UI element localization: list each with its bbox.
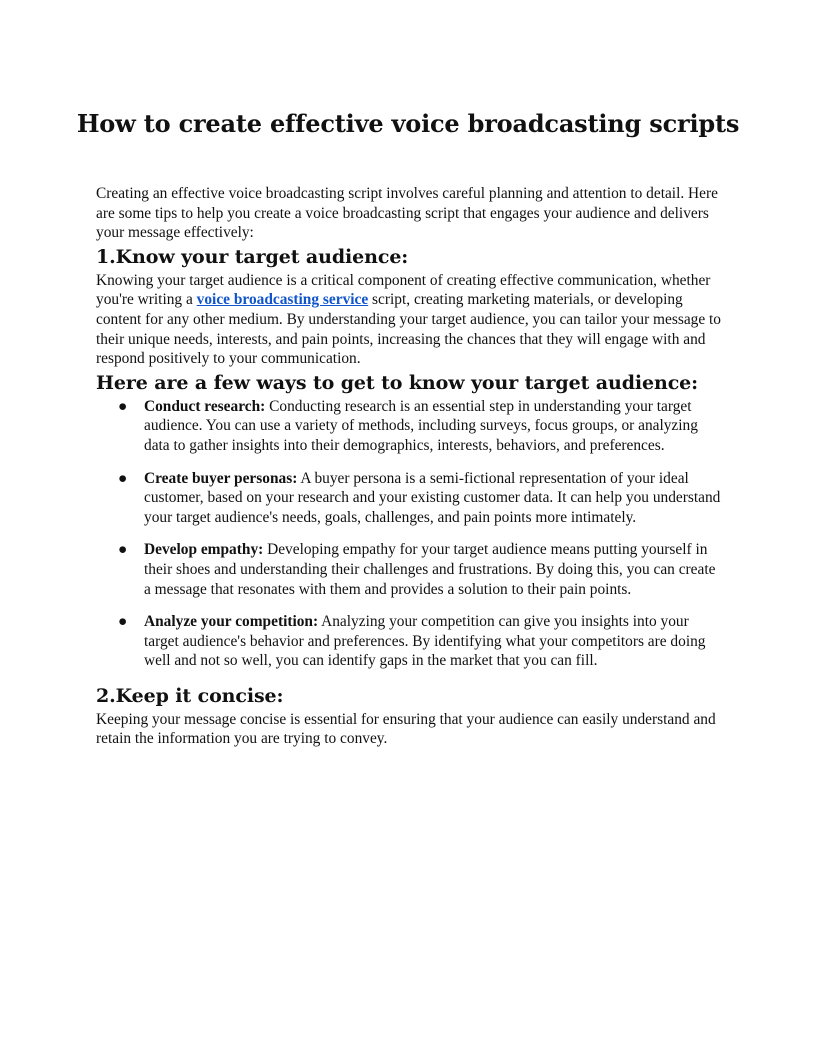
list-item-description: Developing empathy for your target audience means putting yourself in their shoes and understanding their challenges and frustrations. By doing this, you can create a message that resonates with them and provides a solution to their pain points.	[144, 541, 716, 598]
list-item-label: Conduct research:	[144, 397, 266, 415]
page-title: How to create effective voice broadcasting scripts	[76, 109, 740, 138]
bullet-icon: ●	[118, 397, 128, 415]
list-item-text	[144, 612, 724, 671]
voice-broadcasting-service-link[interactable]: voice broadcasting service	[196, 291, 369, 309]
list-item-label: Analyze your competition:	[144, 613, 319, 631]
list-item-description: A buyer persona is a semi-fictional representation of your ideal customer, based on your research and your existing customer data. It can help you understand your target audience's needs, goals, challenges, and pain points more intimately.	[144, 469, 721, 526]
bullet-icon: ●	[118, 613, 128, 631]
document-body	[96, 184, 724, 749]
list-item-text	[144, 540, 724, 599]
list-item	[96, 469, 724, 528]
bullet-icon: ●	[118, 541, 128, 559]
list-item-label: Create buyer personas:	[144, 469, 298, 487]
list-item-text	[144, 469, 724, 528]
ways-list	[96, 397, 724, 671]
know-audience-paragraph	[96, 271, 724, 369]
list-item-description: Analyzing your competition can give you insights into your target audience's behavior and preferences. By identifying what your competitors are doing well and not so well, you can identify gaps in the market that you can fill.	[144, 613, 706, 670]
list-item	[96, 540, 724, 599]
section-heading-keep-concise: 2.Keep it concise:	[96, 684, 284, 707]
list-item-label: Develop empathy:	[144, 541, 264, 559]
know-audience-text-end: script, creating marketing materials, or developing content for any other medium. By understanding your target audience, you can tailor your message to their unique needs, interests, and pain points, increasing the chances that they will engage with and respond positively to your communication.	[96, 291, 721, 368]
list-item	[96, 612, 724, 671]
bullet-icon: ●	[118, 469, 128, 487]
keep-concise-paragraph: Keeping your message concise is essential for ensuring that your audience can easily understand and retain the information you are trying to convey.	[96, 710, 716, 748]
know-audience-text-start: Knowing your target audience is a critical component of creating effective communication, whether you're writing a	[96, 271, 711, 309]
list-item-text	[144, 397, 724, 456]
section-heading-know-audience: 1.Know your target audience:	[96, 245, 409, 268]
intro-paragraph: Creating an effective voice broadcasting script involves careful planning and attention to detail. Here are some tips to help you create a voice broadcasting script that engages your audience and delivers your message effectively:	[96, 185, 718, 242]
list-item-description: Conducting research is an essential step in understanding your target audience. You can use a variety of methods, including surveys, focus groups, or analyzing data to gather insights into their demographics, interests, behaviors, and preferences.	[144, 397, 698, 454]
section-heading-ways: Here are a few ways to get to know your target audience:	[96, 371, 699, 394]
list-item	[96, 397, 724, 456]
